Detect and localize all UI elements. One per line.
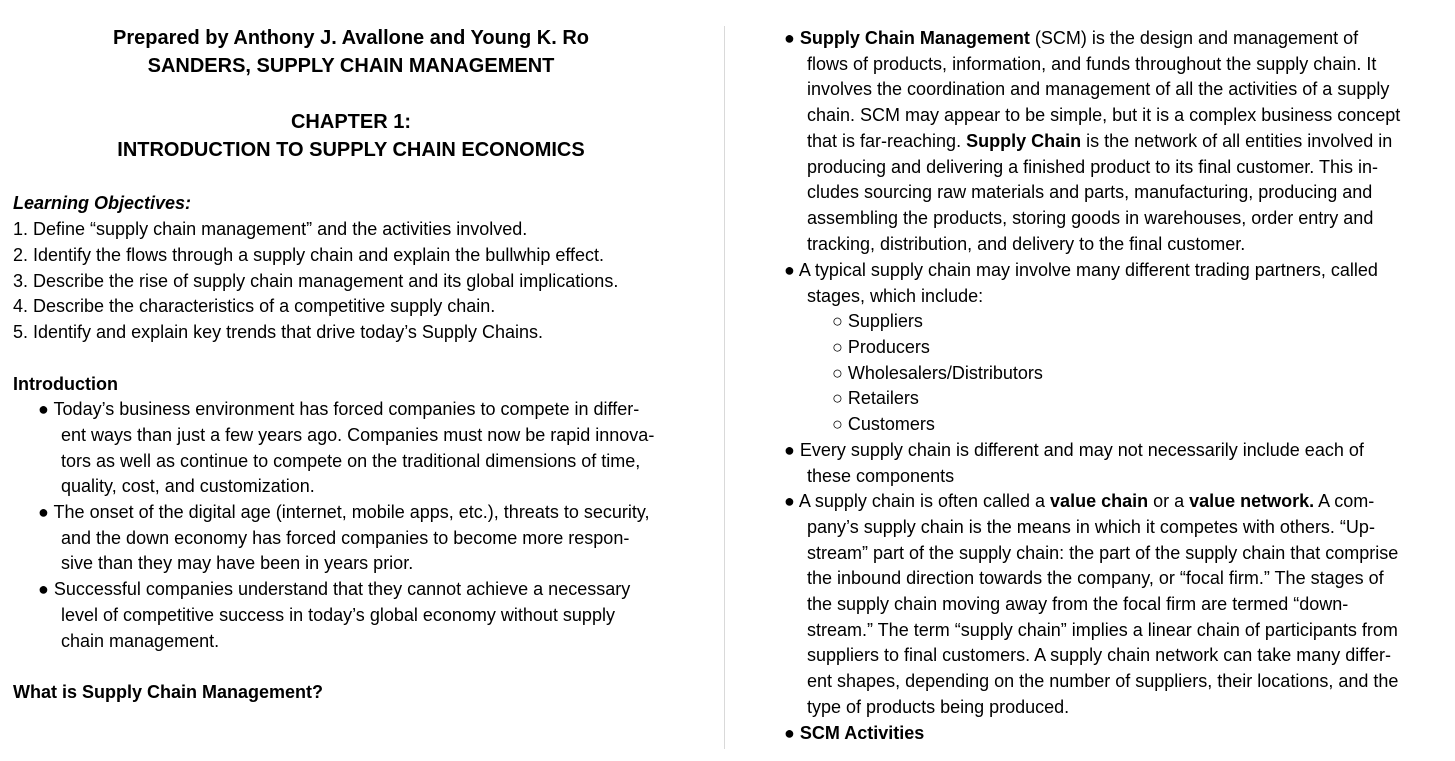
value-line-8: ent shapes, depending on the number of suppliers, their locations, and the <box>807 671 1399 691</box>
scm-activities-heading: SCM Activities <box>799 723 925 743</box>
value-post: A com- <box>1314 491 1375 511</box>
stages-line-2: stages, which include: <box>807 286 984 306</box>
intro-bullet-1-line-1: ● Today’s business environment has forced companies to compete in differ- <box>38 399 640 419</box>
scm-line-3: involves the coordination and management of all the activities of a supply <box>807 79 1390 99</box>
scm-line-4: chain. SCM may appear to be simple, but it is a complex business concept <box>807 105 1401 125</box>
intro-bullet-3-line-2: level of competitive success in today’s global economy without supply <box>61 605 615 625</box>
value-line-7: suppliers to final customers. A supply chain network can take many differ- <box>807 645 1391 665</box>
value-line-4: the inbound direction towards the company, or “focal firm.” The stages of <box>807 568 1384 588</box>
stages-line-1: ● A typical supply chain may involve many different trading partners, called <box>784 260 1378 280</box>
term-value-chain: value chain <box>1050 491 1149 511</box>
scm-line-1-rest: (SCM) is the design and management of <box>1029 28 1359 48</box>
chapter-number: CHAPTER 1: <box>290 111 411 133</box>
every-line-1: ● Every supply chain is different and may not necessarily include each of <box>784 440 1364 460</box>
intro-bullet-3-line-3: chain management. <box>61 631 220 651</box>
what-is-scm-heading: What is Supply Chain Management? <box>13 682 324 702</box>
scm-line-6: producing and delivering a finished product to its final customer. This in- <box>807 157 1378 177</box>
introduction-heading: Introduction <box>13 374 118 394</box>
book-title: SANDERS, SUPPLY CHAIN MANAGEMENT <box>147 55 555 77</box>
intro-bullet-2-line-1: ● The onset of the digital age (internet, mobile apps, etc.), threats to security, <box>38 502 650 522</box>
objective-4: 4. Describe the characteristics of a competitive supply chain. <box>13 296 496 316</box>
intro-bullet-3-line-1: ● Successful companies understand that they cannot achieve a necessary <box>38 579 631 599</box>
intro-bullet-2-line-3: sive than they may have been in years prior. <box>61 553 414 573</box>
prepared-by: Prepared by Anthony J. Avallone and Young K. Ro <box>113 27 589 49</box>
stage-item-retailers: ○ Retailers <box>832 388 919 408</box>
objective-3: 3. Describe the rise of supply chain management and its global implications. <box>13 271 619 291</box>
scm-line-5 <box>807 130 1392 152</box>
value-line-2: pany’s supply chain is the means in which it competes with others. “Up- <box>807 517 1375 537</box>
scm-bullet-line-1 <box>784 27 1358 49</box>
term-supply-chain: Supply Chain <box>966 131 1082 151</box>
stage-item-customers: ○ Customers <box>832 414 935 434</box>
scm-activities-line <box>784 722 924 744</box>
value-line-6: stream.” The term “supply chain” implies a linear chain of participants from <box>807 620 1398 640</box>
scm-line-2: flows of products, information, and funds throughout the supply chain. It <box>807 54 1377 74</box>
scm-line-5-post: is the network of all entities involved in <box>1081 131 1393 151</box>
bullet-glyph: ● <box>784 723 795 743</box>
value-line-9: type of products being produced. <box>807 697 1070 717</box>
stage-item-producers: ○ Producers <box>832 337 930 357</box>
objective-5: 5. Identify and explain key trends that drive today’s Supply Chains. <box>13 322 543 342</box>
value-line-1 <box>784 490 1374 512</box>
value-pre: ● A supply chain is often called a <box>784 491 1051 511</box>
objective-1: 1. Define “supply chain management” and the activities involved. <box>13 219 528 239</box>
intro-bullet-2-line-2: and the down economy has forced companies to become more respon- <box>61 528 630 548</box>
term-value-network: value network. <box>1189 491 1315 511</box>
learning-objectives-heading: Learning Objectives: <box>13 193 192 213</box>
value-mid: or a <box>1148 491 1190 511</box>
chapter-title: INTRODUCTION TO SUPPLY CHAIN ECONOMICS <box>117 139 585 161</box>
stage-item-suppliers: ○ Suppliers <box>832 311 923 331</box>
scm-line-7: cludes sourcing raw materials and parts, manufacturing, producing and <box>807 182 1373 202</box>
scm-line-5-pre: that is far-reaching. <box>807 131 967 151</box>
scm-line-8: assembling the products, storing goods in warehouses, order entry and <box>807 208 1374 228</box>
every-line-2: these components <box>807 466 955 486</box>
value-line-3: stream” part of the supply chain: the part of the supply chain that comprise <box>807 543 1399 563</box>
column-divider <box>724 26 725 749</box>
intro-bullet-1-line-4: quality, cost, and customization. <box>61 476 315 496</box>
intro-bullet-1-line-2: ent ways than just a few years ago. Companies must now be rapid innova- <box>61 425 655 445</box>
term-supply-chain-management: Supply Chain Management <box>799 28 1030 48</box>
stage-item-wholesalers: ○ Wholesalers/Distributors <box>832 363 1043 383</box>
intro-bullet-1-line-3: tors as well as continue to compete on the traditional dimensions of time, <box>61 451 641 471</box>
bullet-glyph: ● <box>784 28 795 48</box>
value-line-5: the supply chain moving away from the focal firm are termed “down- <box>807 594 1349 614</box>
scm-line-9: tracking, distribution, and delivery to the final customer. <box>807 234 1246 254</box>
objective-2: 2. Identify the flows through a supply chain and explain the bullwhip effect. <box>13 245 605 265</box>
